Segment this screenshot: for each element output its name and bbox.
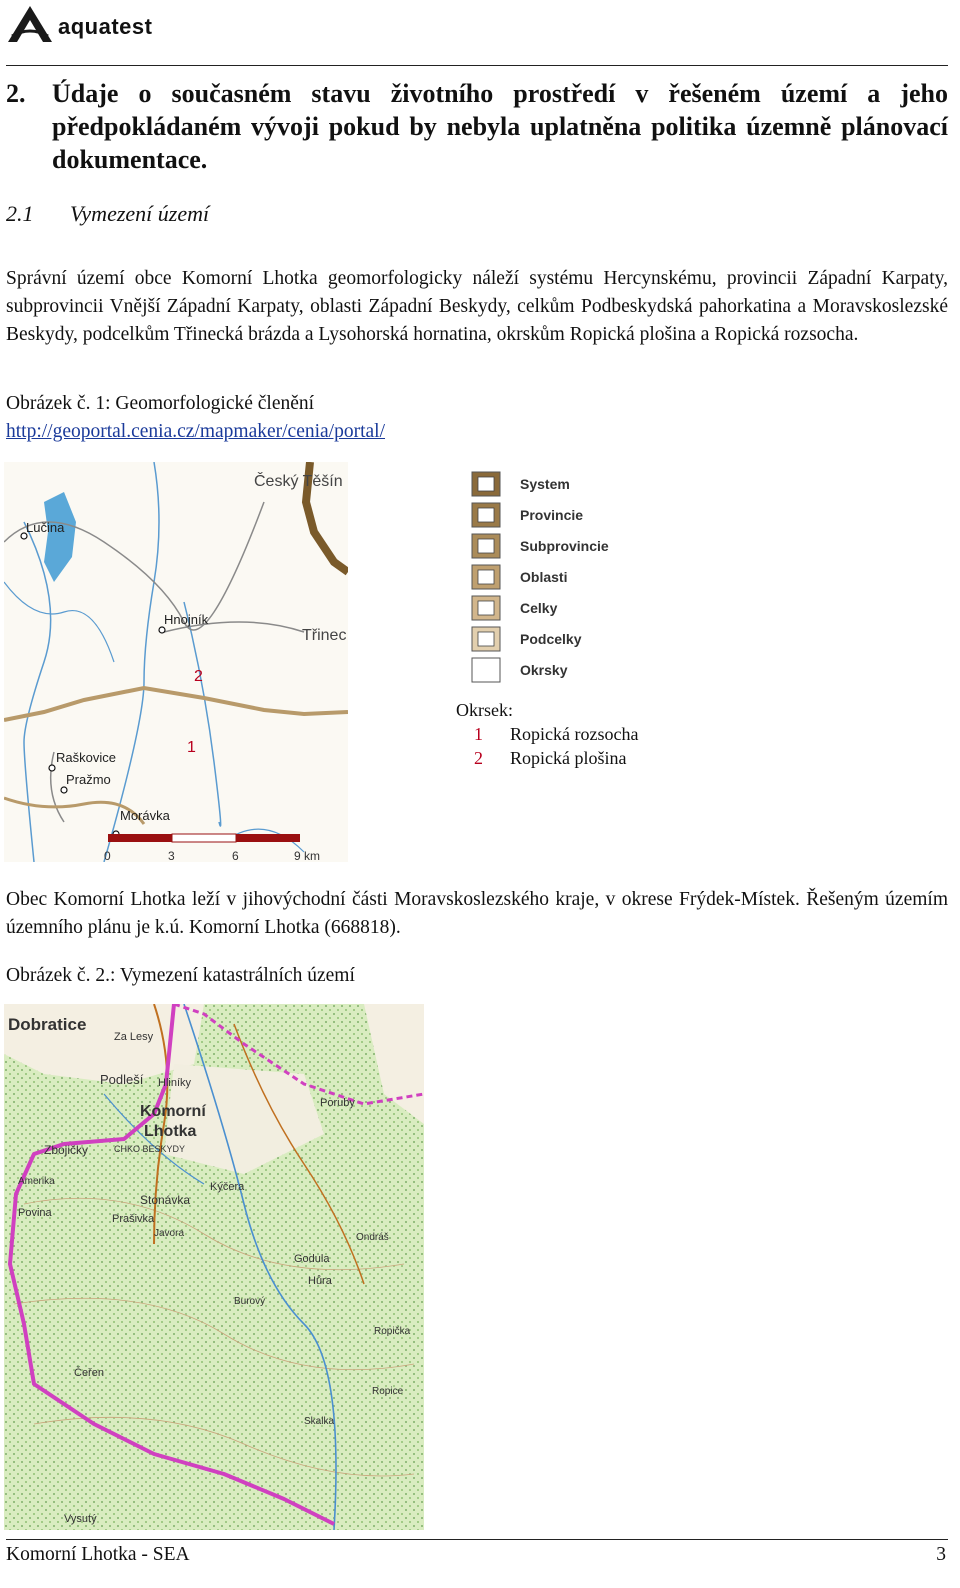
okrsek-name: Ropická plošina bbox=[510, 748, 627, 768]
legend-label: Okrsky bbox=[520, 662, 568, 678]
okrsek-number: 2 bbox=[474, 748, 483, 768]
figure-2-caption: Obrázek č. 2.: Vymezení katastrálních území bbox=[6, 965, 355, 986]
legend-label: Celky bbox=[520, 600, 558, 616]
legend-swatch-inner bbox=[478, 570, 494, 584]
footer-rule bbox=[6, 1539, 948, 1540]
place-label: Za Lesy bbox=[114, 1031, 154, 1043]
legend-swatch-inner bbox=[478, 477, 494, 491]
logo-text: aquatest bbox=[58, 14, 153, 39]
place-label: Hůra bbox=[308, 1275, 332, 1287]
paragraph-location: Obec Komorní Lhotka leží v jihovýchodní části Moravskoslezského kraje, v okrese Frýdek-Místek. Řešeným územím územního plánu je k.ú. Komorní Lhotka (668818). bbox=[6, 889, 948, 938]
town-label: Lučina bbox=[26, 520, 65, 535]
legend-swatch-inner bbox=[478, 508, 494, 522]
town-label: Třinec bbox=[302, 627, 347, 644]
okrsek-name: Ropická rozsocha bbox=[510, 724, 639, 744]
town-label: Pražmo bbox=[66, 772, 111, 787]
legend-label: Subprovincie bbox=[520, 538, 609, 554]
legend-swatch-inner bbox=[478, 539, 494, 553]
subsection-number: 2.1 bbox=[6, 201, 34, 226]
place-label: Vysutý bbox=[64, 1513, 97, 1525]
section-number: 2. bbox=[6, 79, 26, 108]
place-label: Čeřen bbox=[74, 1367, 104, 1379]
scale-label: 3 bbox=[168, 849, 175, 862]
legend-label: Provincie bbox=[520, 507, 584, 523]
geomorphology-legend bbox=[466, 464, 642, 686]
section-title: Údaje o současném stavu životního prostředí v řešeném území a jeho předpokládaném vývoji pokud by nebyla uplatněna politika územně plánovací dokumentace. bbox=[52, 79, 948, 174]
place-label: Podleší bbox=[100, 1072, 144, 1087]
place-label: Poruby bbox=[320, 1097, 355, 1109]
place-label: Amerika bbox=[18, 1176, 55, 1187]
place-label: Zbojičky bbox=[44, 1143, 89, 1157]
place-label: Burový bbox=[234, 1296, 266, 1307]
legend-swatch-inner bbox=[478, 632, 494, 646]
town-label: Hnojník bbox=[164, 612, 209, 627]
subsection-title: Vymezení území bbox=[70, 201, 210, 226]
place-label: Povina bbox=[18, 1207, 52, 1219]
place-label: Javora bbox=[154, 1228, 185, 1239]
scale-label: 0 bbox=[104, 849, 111, 862]
place-label: Ropička bbox=[374, 1326, 411, 1337]
place-label: Ropice bbox=[372, 1386, 404, 1397]
geomorphology-map bbox=[4, 462, 348, 862]
place-label: Ondráš bbox=[356, 1232, 389, 1243]
scale-label: 6 bbox=[232, 849, 239, 862]
town-label: Český Těšín bbox=[254, 473, 343, 490]
place-label: Hliníky bbox=[158, 1077, 192, 1089]
zone-label: 2 bbox=[194, 668, 203, 685]
legend-swatch bbox=[472, 658, 500, 682]
legend-swatch-inner bbox=[478, 601, 494, 615]
paragraph-geomorphology: Správní území obce Komorní Lhotka geomorfologicky náleží systému Hercynskému, provincii Západní Karpaty, subprovincii Vnější Západní Karpaty, oblasti Západní Beskydy, celkům Podbeskydská pahorkatina a Moravskoslezské Beskydy, podcelkům Třinecká brázda a Lysohorská hornatina, okrskům Ropická plošina a Ropická rozsocha. bbox=[6, 268, 948, 345]
cadastral-map bbox=[4, 1004, 424, 1530]
place-label: Prašivka bbox=[112, 1213, 155, 1225]
place-label: CHKO BESKYDY bbox=[114, 1144, 186, 1154]
figure-1-caption: Obrázek č. 1: Geomorfologické členění bbox=[6, 393, 315, 414]
zone-label: 1 bbox=[187, 739, 196, 756]
place-label: Komorní bbox=[140, 1103, 206, 1120]
place-label: Lhotka bbox=[144, 1123, 197, 1140]
place-label: Kýčera bbox=[210, 1181, 245, 1193]
legend-label: Podcelky bbox=[520, 631, 582, 647]
geoportal-link[interactable]: http://geoportal.cenia.cz/mapmaker/cenia/portal/ bbox=[6, 421, 386, 442]
header-rule bbox=[6, 65, 948, 66]
place-label: Skalka bbox=[304, 1416, 335, 1427]
scale-label: 9 km bbox=[294, 849, 321, 862]
okrsek-title: Okrsek: bbox=[456, 700, 513, 720]
okrsek-item bbox=[456, 724, 638, 745]
page-number: 3 bbox=[936, 1544, 946, 1565]
place-label: Godula bbox=[294, 1253, 330, 1265]
okrsek-number: 1 bbox=[474, 724, 483, 744]
place-label: Stonávka bbox=[140, 1193, 191, 1207]
okrsek-item bbox=[456, 748, 626, 769]
legend-label: Oblasti bbox=[520, 569, 568, 585]
legend-label: System bbox=[520, 476, 570, 492]
town-label: Raškovice bbox=[56, 750, 116, 765]
footer-document-title: Komorní Lhotka - SEA bbox=[6, 1544, 190, 1565]
town-label: Morávka bbox=[120, 808, 170, 823]
place-label: Dobratice bbox=[8, 1015, 87, 1034]
